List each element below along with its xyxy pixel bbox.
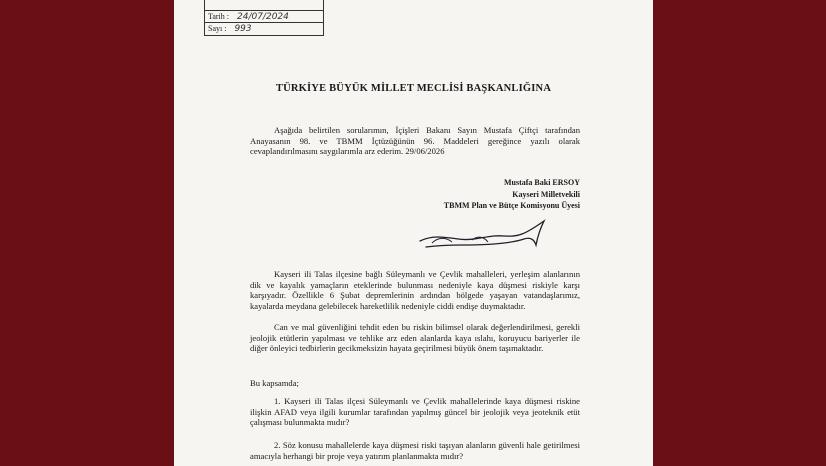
stamp-top-row <box>205 0 323 11</box>
stamp-date-label: Tarih : <box>208 12 229 21</box>
stamp-number-label: Sayı : <box>208 24 227 33</box>
stamp-number-value: 993 <box>234 24 252 34</box>
signatory-block <box>444 177 580 212</box>
stamp-number-row <box>205 23 323 34</box>
stamp-date-row <box>205 11 323 23</box>
handwritten-signature <box>412 215 572 257</box>
signatory-title: Kayseri Milletvekili <box>512 189 580 199</box>
body-paragraph-1: Kayseri ili Talas ilçesine bağlı Süleymanlı ve Çevlik mahalleleri, yerleşim alanlarının dik ve kayalık yamaçların eteklerinde bulunması nedeniyle kaya düşmesi riskiyle karşı karşıyadır. Özellikle 6 Şubat depremlerinin ardından bölgede yaşayan vatandaşlarımız, kayalarda meydana gelebilecek hareketlilik nedeniyle ciddi endişe duymaktadır. <box>250 269 580 311</box>
signatory-role: TBMM Plan ve Bütçe Komisyonu Üyesi <box>443 201 580 210</box>
question-1: 1. Kayseri ili Talas ilçesi Süleymanlı ve Çevlik mahallelerinde kaya düşmesi riskine ilişkin AFAD veya ilgili kurumlar tarafından yapılmış güncel bir jeolojik veya jeoteknik etüt çalışması bulunmakta mıdır? <box>250 396 580 428</box>
body-paragraph-2: Can ve mal güvenliğini tehdit eden bu riskin bilimsel olarak değerlendirilmesi, gerekli jeolojik etütlerin yapılması ve tehlike arz eden alanlarda kaya ıslahı, koruyucu bariyerler ile diğer önleyici tedbirlerin gecikmeksizin hayata geçirilmesi büyük önem taşımaktadır. <box>250 322 580 354</box>
intro-paragraph: Aşağıda belirtilen sorularımın, İçişleri Bakanı Sayın Mustafa Çiftçi tarafından Anayasanın 98. ve TBMM İçtüzüğünün 96. Maddeleri gereğince yazılı olarak cevaplandırılmasını saygılarımla arz ederim. 29/06/2026 <box>250 125 580 157</box>
registry-stamp <box>204 0 324 36</box>
question-2: 2. Söz konusu mahallelerde kaya düşmesi riski taşıyan alanların güvenli hale getirilmesi amacıyla herhangi bir proje veya yatırım planlanmakta mıdır? <box>250 440 580 461</box>
document-page <box>174 0 653 466</box>
section-heading: Bu kapsamda; <box>250 378 299 388</box>
signatory-name: Mustafa Baki ERSOY <box>503 178 580 187</box>
document-title: TÜRKİYE BÜYÜK MİLLET MECLİSİ BAŞKANLIĞINA <box>275 83 552 94</box>
stamp-date-value: 24/07/2024 <box>237 12 289 22</box>
